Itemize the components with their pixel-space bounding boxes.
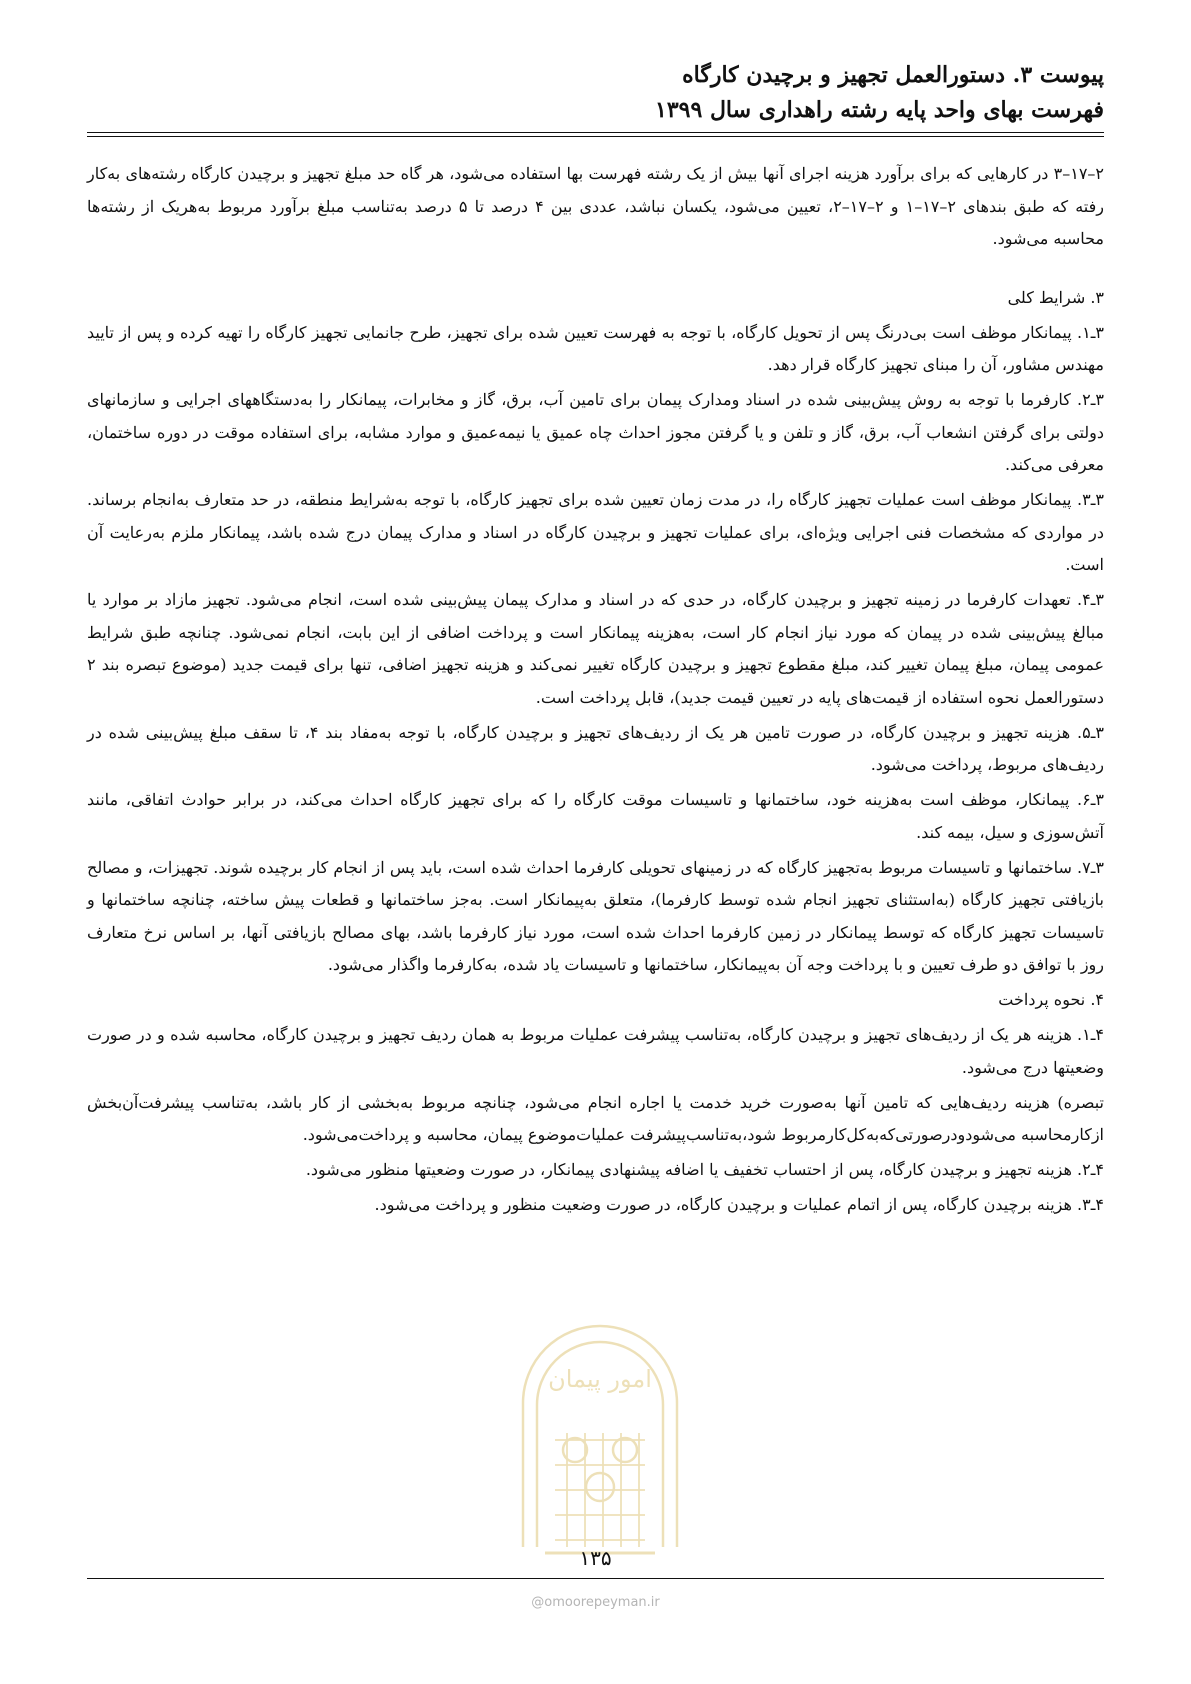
paragraph-2-17-3: ۲–۱۷–۳ در کارهایی که برای برآورد هزینه اجرای آنها بیش از یک رشته فهرست بها استفاده می‌شود، هر گاه حد مبلغ تجهیز و برچیدن کارگاه رشته‌های به‌کار رفته که طبق بندهای ۲–۱۷–۱ و ۲–۱۷–۲، تعیین می‌شود، یکسان نباشد، عددی بین ۴ درصد تا ۵ درصد به‌تناسب مبلغ برآورد مربوط به‌هریک از رشته‌ها محاسبه می‌شود. [87,164,1105,248]
header-title: پیوست ۳. دستورالعمل تجهیز و برچیدن کارگاه [682,62,1104,88]
paragraph-note: تبصره) هزینه ردیف‌هایی که تامین آنها به‌صورت خرید خدمت یا اجاره انجام می‌شود، چنانچه مربوط به‌بخشی از کار باشد، به‌تناسب پیشرفت‌آن‌بخش ازکارمحاسبه می‌شودودرصورتی‌که‌به‌کل‌کارمربوط شود،به‌تناسب‌پیشرفت عملیات‌موضوع پیمان، محاسبه و پرداخت‌می‌شود. [87,1092,1105,1144]
watermark-url: @omoorepeyman.ir [531,1595,660,1610]
paragraph-4-2: ۴ـ۲. هزینه تجهیز و برچیدن کارگاه، پس از احتساب تخفیف یا اضافه پیشنهادی پیمانکار، در صورت وضعیتها منظور می‌شود. [305,1160,1104,1179]
header-rule-bottom [87,136,1104,137]
section-heading-payment-method: ۴. نحوه پرداخت [998,990,1104,1009]
paragraph-4-1: ۴ـ۱. هزینه هر یک از ردیف‌های تجهیز و برچیدن کارگاه، به‌تناسب پیشرفت عملیات مربوط به همان ردیف تجهیز و برچیدن کارگاه، محاسبه شده و در صورت وضعیتها درج می‌شود. [87,1025,1105,1077]
paragraph-3-1: ۳ـ۱. پیمانکار موظف است بی‌درنگ پس از تحویل کارگاه، با توجه به فهرست تعیین شده برای تجهیز، طرح جانمایی تجهیز کارگاه را تهیه کرده و پس از تایید مهندس مشاور، آن را مبنای تجهیز کارگاه قرار دهد. [87,322,1104,374]
page-number: ۱۳۵ [579,1546,612,1570]
document-body [87,158,1104,1224]
paragraph-3-5: ۳ـ۵. هزینه تجهیز و برچیدن کارگاه، در صورت تامین هر یک از ردیف‌های تجهیز و برچیدن کارگاه، با توجه به‌مفاد بند ۴، تا سقف مبلغ پیش‌بینی شده در ردیف‌های مربوط، پرداخت می‌شود. [87,722,1104,774]
paragraph-3-6: ۳ـ۶. پیمانکار، موظف است به‌هزینه خود، ساختمانها و تاسیسات موقت کارگاه را که برای تجهیز کارگاه احداث می‌کند، در برابر حوادث اتفاقی، مانند آتش‌سوزی و سیل، بیمه کند. [87,790,1104,842]
header-subtitle: فهرست بهای واحد پایه رشته راهداری سال ۱۳۹۹ [655,97,1104,123]
paragraph-3-3: ۳ـ۳. پیمانکار موظف است عملیات تجهیز کارگاه را، در مدت زمان تعیین شده برای تجهیز کارگاه، با توجه به‌شرایط منطقه، در حد متعارف به‌انجام برساند. در مواردی که مشخصات فنی اجرایی ویژه‌ای، برای عملیات تجهیز و برچیدن کارگاه در اسناد و مدارک پیمان درج شده باشد، پیمانکار ملزم به‌رعایت آن است. [87,490,1104,574]
paragraph-3-7: ۳ـ۷. ساختمانها و تاسیسات مربوط به‌تجهیز کارگاه که در زمینهای تحویلی کارفرما احداث شده است، باید پس از انجام کار برچیده شوند. تجهیزات، و مصالح بازیافتی تجهیز کارگاه (به‌استثنای تجهیز انجام شده توسط کارفرما)، متعلق به‌پیمانکار است. به‌جز ساختمانها و قطعات پیش ساخته، چنانچه ساختمانها و تاسیسات تجهیز کارگاه که توسط پیمانکار در زمین کارفرما احداث شده است، مورد نیاز کارفرما باشد، بهای مصالح بازیافتی آنها، بر اساس نرخ متعارف روز با توافق دو طرف تعیین و با پرداخت وجه آن به‌پیمانکار، ساختمانها و تاسیسات یاد شده، به‌کارفرما واگذار می‌شود. [87,857,1104,974]
paragraph-4-3: ۴ـ۳. هزینه برچیدن کارگاه، پس از اتمام عملیات و برچیدن کارگاه، در صورت وضعیت منظور و پرداخت می‌شود. [374,1195,1104,1214]
watermark-logo [505,1315,695,1585]
paragraph-3-2: ۳ـ۲. کارفرما با توجه به روش پیش‌بینی شده در اسناد ومدارک پیمان برای تامین آب، برق، گاز و مخابرات، پیمانکار را به‌دستگاههای اجرایی و سازمانهای دولتی برای گرفتن انشعاب آب، برق، گاز و تلفن و یا گرفتن مجوز احداث چاه عمیق یا نیمه‌عمیق و موارد مشابه، برای استفاده موقت در دوره ساختمان، معرفی می‌کند. [87,390,1105,474]
watermark-logo-text: امور پیمان [548,1365,652,1393]
header-rule-top [87,132,1104,133]
footer-rule [87,1578,1104,1579]
paragraph-3-4: ۳ـ۴. تعهدات کارفرما در زمینه تجهیز و برچیدن کارگاه، در حدی که در اسناد و مدارک پیمان پیش‌بینی شده است، انجام می‌شود. تجهیز مازاد بر موارد یا مبالغ پیش‌بینی شده در پیمان که مورد نیاز انجام کار است، به‌هزینه پیمانکار است و پرداخت اضافی از این بابت، انجام نمی‌شود. چنانچه طبق شرایط عمومی پیمان، مبلغ پیمان تغییر کند، مبلغ مقطوع تجهیز و برچیدن کارگاه تغییر نمی‌کند و هزینه تجهیز اضافی، تنها برای قیمت جدید (موضوع تبصره بند ۲ دستورالعمل نحوه استفاده از قیمت‌های پایه در تعیین قیمت جدید)، قابل پرداخت است. [87,590,1105,707]
section-heading-general-conditions: ۳. شرایط کلی [1007,287,1104,307]
